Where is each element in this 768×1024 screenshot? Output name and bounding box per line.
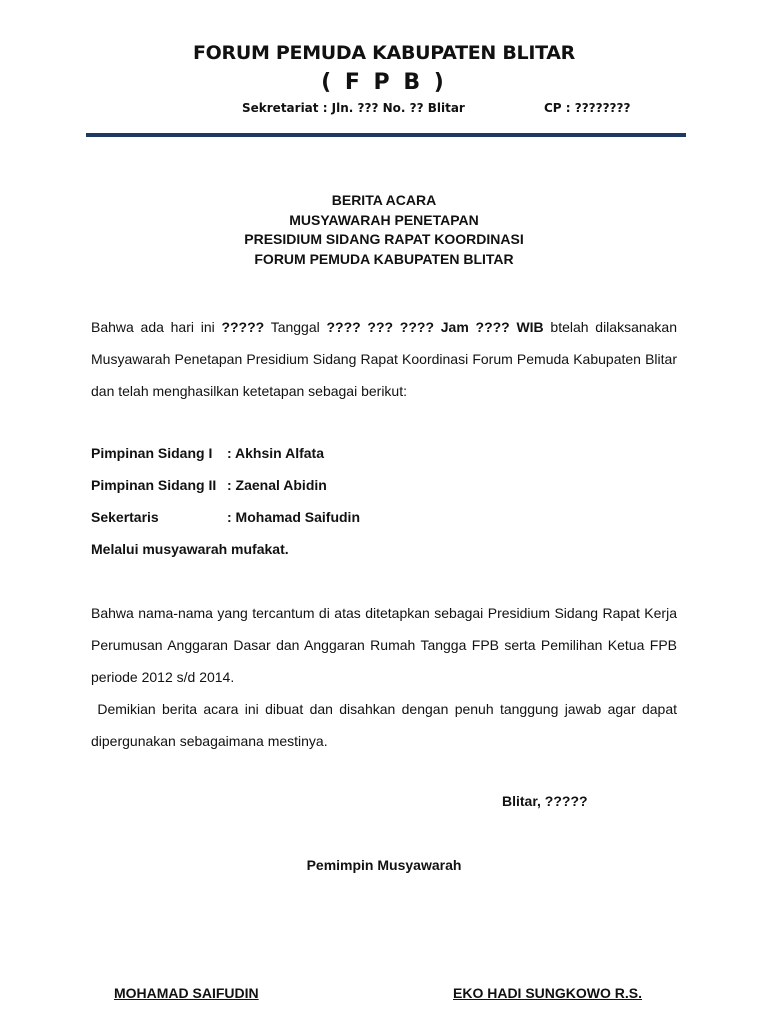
official-value: : Mohamad Saifudin bbox=[227, 509, 360, 525]
closing-line-1: Demikian berita acara ini dibuat dan disahkan dengan penuh tanggung jawab agar dapat bbox=[91, 701, 677, 717]
organization-name: FORUM PEMUDA KABUPATEN BLITAR bbox=[192, 42, 576, 64]
meeting-day: ????? bbox=[221, 319, 265, 335]
title-line-3: PRESIDIUM SIDANG RAPAT KOORDINASI bbox=[244, 231, 524, 247]
opening-paragraph bbox=[91, 311, 677, 407]
leader-title: Pemimpin Musyawarah bbox=[306, 857, 462, 873]
closing-line-2: dipergunakan sebagaimana mestinya. bbox=[91, 733, 328, 749]
opening-line-1 bbox=[91, 311, 677, 343]
opening-text-1: Bahwa ada hari ini bbox=[91, 319, 215, 335]
official-label: Sekertaris bbox=[91, 509, 159, 525]
determination-paragraph bbox=[91, 597, 677, 693]
meeting-date: ???? ??? ???? bbox=[326, 319, 435, 335]
signatory-right: EKO HADI SUNGKOWO R.S. bbox=[453, 985, 643, 1001]
opening-text-3: btelah dilaksanakan bbox=[550, 319, 678, 335]
official-value: : Akhsin Alfata bbox=[227, 445, 324, 461]
meeting-time: Jam ???? WIB bbox=[440, 319, 544, 335]
official-row bbox=[91, 501, 360, 533]
consensus-statement: Melalui musyawarah mufakat. bbox=[91, 541, 289, 557]
title-line-2: MUSYAWARAH PENETAPAN bbox=[289, 211, 479, 228]
determination-line-2: Perumusan Anggaran Dasar dan Anggaran Rumah Tangga FPB serta Pemilihan Ketua FPB bbox=[91, 637, 677, 653]
organization-abbreviation: ( F P B ) bbox=[321, 70, 447, 95]
opening-line-2: Musyawarah Penetapan Presidium Sidang Rapat Koordinasi Forum Pemuda Kabupaten Blitar bbox=[91, 351, 677, 367]
official-label: Pimpinan Sidang I bbox=[91, 445, 213, 461]
determination-line-1: Bahwa nama-nama yang tercantum di atas ditetapkan sebagai Presidium Sidang Rapat Kerja bbox=[91, 605, 677, 621]
place-and-date: Blitar, ????? bbox=[502, 793, 588, 809]
official-row bbox=[91, 469, 360, 501]
opening-text-2: Tanggal bbox=[270, 319, 320, 335]
header-divider bbox=[86, 133, 686, 137]
opening-line-3: dan telah menghasilkan ketetapan sebagai berikut: bbox=[91, 383, 407, 399]
secretariat-address: Sekretariat : Jln. ??? No. ?? Blitar bbox=[242, 101, 465, 115]
official-value: : Zaenal Abidin bbox=[227, 477, 327, 493]
title-line-4: FORUM PEMUDA KABUPATEN BLITAR bbox=[254, 250, 514, 267]
officials-list bbox=[91, 437, 360, 565]
title-line-1: BERITA ACARA bbox=[331, 192, 437, 208]
determination-line-3: periode 2012 s/d 2014. bbox=[91, 669, 235, 685]
document-title bbox=[0, 191, 768, 269]
official-label: Pimpinan Sidang II bbox=[91, 477, 217, 493]
signatory-left: MOHAMAD SAIFUDIN bbox=[114, 985, 259, 1001]
closing-paragraph bbox=[91, 693, 677, 757]
contact-person: CP : ???????? bbox=[544, 101, 631, 115]
official-row bbox=[91, 437, 360, 469]
